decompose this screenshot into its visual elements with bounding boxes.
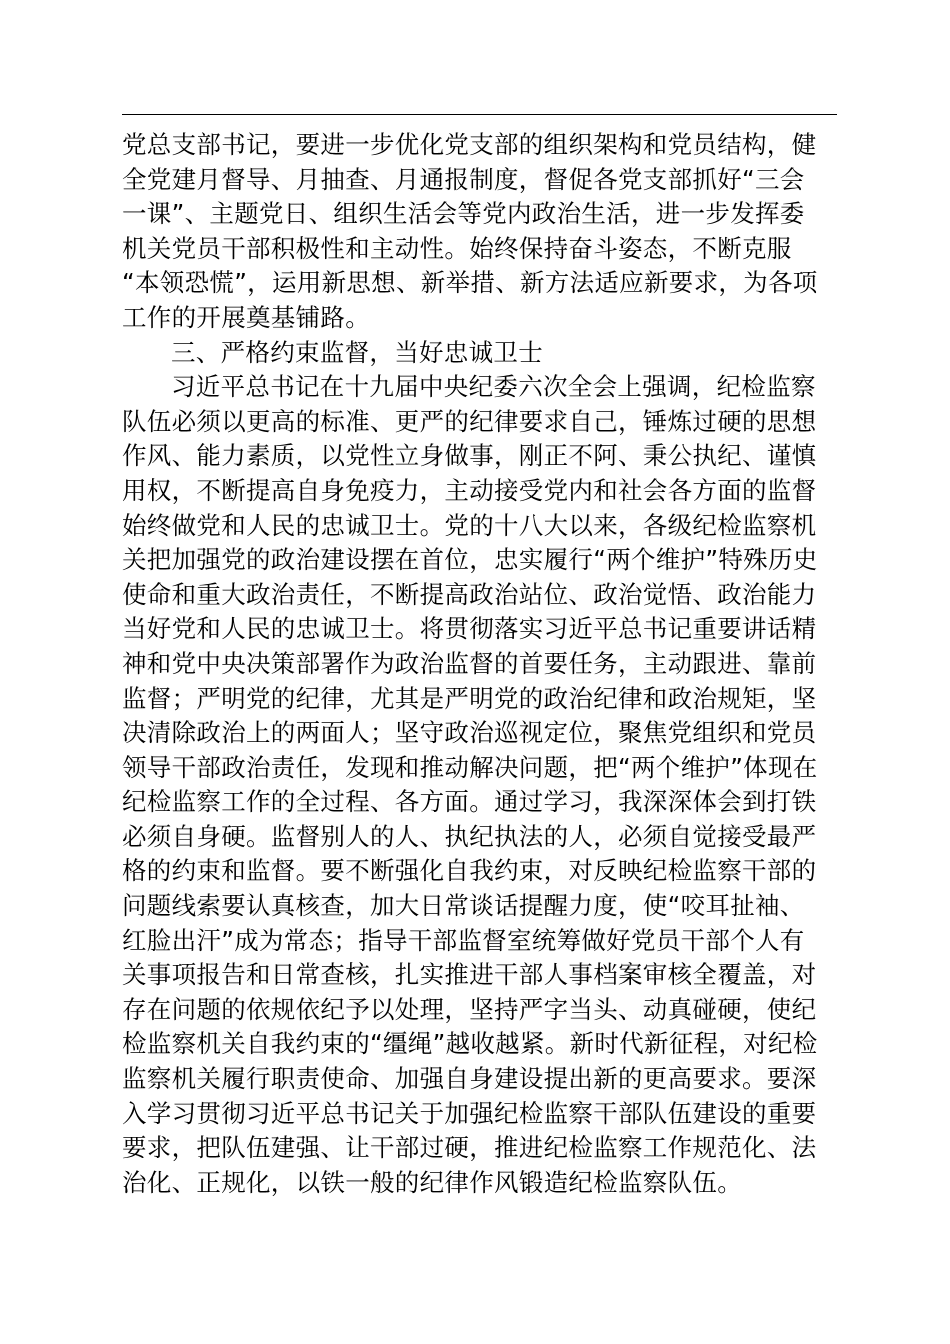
text-line: 队伍必须以更高的标准、更严的纪律要求自己，锤炼过硬的思想 [122, 406, 817, 436]
text-line: 习近平总书记在十九届中央纪委六次全会上强调，纪检监察 [171, 372, 816, 402]
text-line: 监督；严明党的纪律，尤其是严明党的政治纪律和政治规矩，坚 [122, 683, 817, 713]
text-line: 决清除政治上的两面人；坚守政治巡视定位，聚焦党组织和党员 [122, 718, 817, 748]
section-heading-text: 三、严格约束监督，当好忠诚卫士 [171, 337, 543, 367]
text-line: 要求，把队伍建强、让干部过硬，推进纪检监察工作规范化、法 [122, 1133, 817, 1163]
header-rule [122, 114, 837, 115]
text-line: 检监察机关自我约束的“缰绳”越收越紧。新时代新征程，对纪检 [122, 1029, 818, 1059]
text-line: “本领恐慌”，运用新思想、新举措、新方法适应新要求，为各项 [122, 268, 818, 298]
text-line: 纪检监察工作的全过程、各方面。通过学习，我深深体会到打铁 [122, 787, 817, 817]
text-line: 红脸出汗”成为常态；指导干部监督室统筹做好党员干部个人有 [122, 925, 805, 955]
paragraph-section-three [122, 370, 842, 1200]
paragraph-continuation [122, 128, 842, 336]
section-heading [122, 336, 842, 371]
text-line: 一课”、主题党日、组织生活会等党内政治生活，进一步发挥委 [122, 199, 805, 229]
text-line: 必须自身硬。监督别人的人、执纪执法的人，必须自觉接受最严 [122, 821, 817, 851]
text-line: 当好党和人民的忠诚卫士。将贯彻落实习近平总书记重要讲话精 [122, 614, 817, 644]
text-line: 机关党员干部积极性和主动性。始终保持奋斗姿态，不断克服 [122, 233, 792, 263]
text-line: 工作的开展奠基铺路。 [122, 302, 370, 332]
text-line: 全党建月督导、月抽查、月通报制度，督促各党支部抓好“三会 [122, 164, 805, 194]
text-line: 存在问题的依规依纪予以处理，坚持严字当头、动真碰硬，使纪 [122, 994, 817, 1024]
text-line: 监察机关履行职责使命、加强自身建设提出新的更高要求。要深 [122, 1064, 817, 1094]
text-line: 用权，不断提高自身免疫力，主动接受党内和社会各方面的监督 [122, 475, 817, 505]
text-line: 问题线索要认真核查，加大日常谈话提醒力度，使“咬耳扯袖、 [122, 891, 805, 921]
text-line: 始终做党和人民的忠诚卫士。党的十八大以来，各级纪检监察机 [122, 510, 817, 540]
text-line: 神和党中央决策部署作为政治监督的首要任务，主动跟进、靠前 [122, 648, 817, 678]
document-body [122, 128, 842, 1200]
text-line: 治化、正规化，以铁一般的纪律作风锻造纪检监察队伍。 [122, 1167, 742, 1197]
text-line: 作风、能力素质，以党性立身做事，刚正不阿、秉公执纪、谨慎 [122, 441, 817, 471]
text-line: 关事项报告和日常查核，扎实推进干部人事档案审核全覆盖，对 [122, 960, 817, 990]
text-line: 党总支部书记，要进一步优化党支部的组织架构和党员结构，健 [122, 130, 817, 159]
text-line: 关把加强党的政治建设摆在首位，忠实履行“两个维护”特殊历史 [122, 545, 818, 575]
text-line: 格的约束和监督。要不断强化自我约束，对反映纪检监察干部的 [122, 856, 817, 886]
text-line: 使命和重大政治责任，不断提高政治站位、政治觉悟、政治能力 [122, 579, 817, 609]
text-line: 领导干部政治责任，发现和推动解决问题，把“两个维护”体现在 [122, 752, 818, 782]
text-line: 入学习贯彻习近平总书记关于加强纪检监察干部队伍建设的重要 [122, 1098, 817, 1128]
